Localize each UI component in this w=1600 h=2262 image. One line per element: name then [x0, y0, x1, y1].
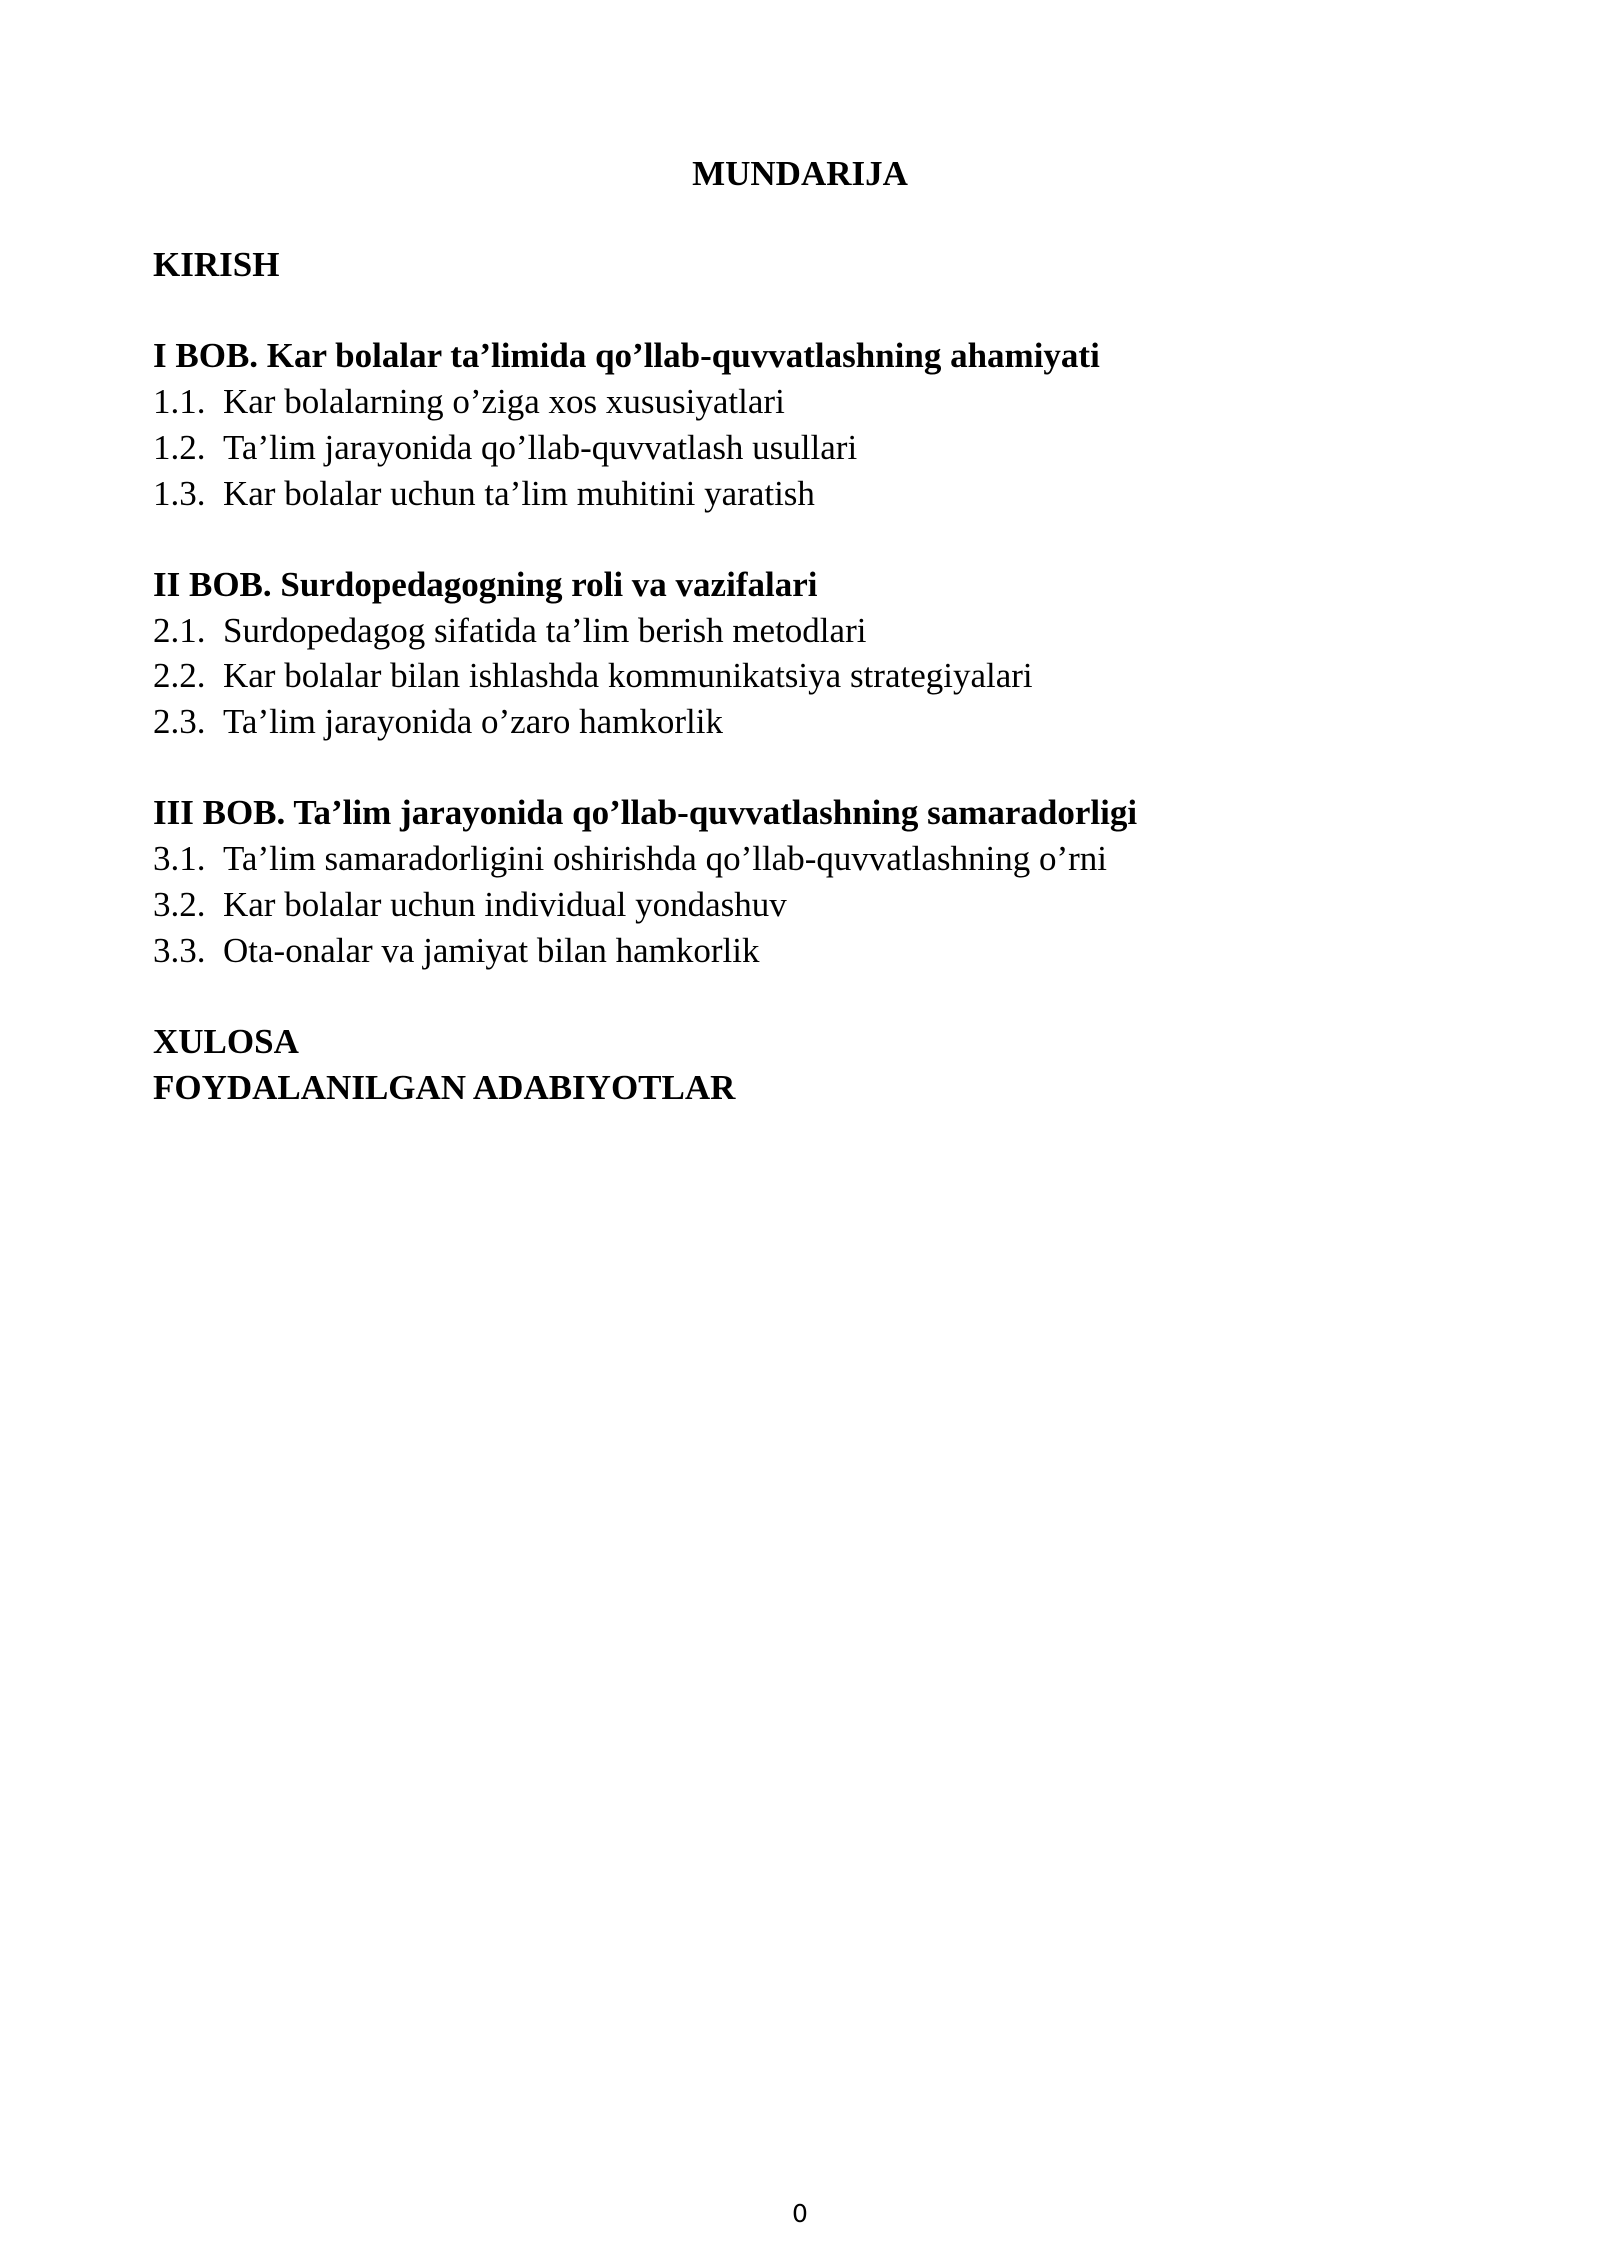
section-2-3 — [153, 699, 1473, 745]
toc-spacer — [153, 516, 1473, 562]
section-3-2 — [153, 882, 1473, 928]
section-title: Ta’lim samaradorligini oshirishda qo’llab-quvvatlashning o’rni — [223, 839, 1108, 879]
page-number: 0 — [792, 2199, 808, 2228]
section-number: 2.3. — [153, 702, 206, 741]
section-number: 2.1. — [153, 610, 206, 650]
section-number: 1.1. — [153, 382, 206, 422]
section-title: Kar bolalar uchun individual yondashuv — [223, 884, 787, 924]
section-title: Surdopedagog sifatida ta’lim berish metodlari — [223, 610, 867, 650]
section-title: Kar bolalarning o’ziga xos xususiyatlari — [223, 382, 785, 422]
toc-introduction: KIRISH — [153, 245, 280, 284]
section-number: 1.2. — [153, 427, 206, 467]
chapter-3-heading: III BOB. Ta’lim jarayonida qo’llab-quvvatlashning samaradorligi — [153, 793, 1138, 833]
toc-spacer — [153, 288, 1473, 334]
section-title: Ota-onalar va jamiyat bilan hamkorlik — [223, 930, 760, 970]
section-2-2 — [153, 653, 1473, 699]
section-title: Kar bolalar bilan ishlashda kommunikatsiya strategiyalari — [223, 656, 1033, 696]
section-1-3 — [153, 471, 1473, 517]
toc-references: FOYDALANILGAN ADABIYOTLAR — [153, 1067, 736, 1107]
section-number: 3.3. — [153, 930, 206, 970]
section-number: 2.2. — [153, 656, 206, 696]
page-title: MUNDARIJA — [692, 154, 908, 193]
section-number: 3.2. — [153, 884, 206, 924]
chapter-1-heading: I BOB. Kar bolalar ta’limida qo’llab-quvvatlashning ahamiyati — [153, 336, 1100, 376]
table-of-contents — [153, 242, 1473, 1110]
section-number: 1.3. — [153, 473, 206, 513]
toc-spacer — [153, 973, 1473, 1019]
chapter-2-heading: II BOB. Surdopedagogning roli va vazifalari — [153, 564, 818, 604]
section-number: 3.1. — [153, 839, 206, 879]
section-1-1 — [153, 379, 1473, 425]
toc-spacer — [153, 745, 1473, 791]
section-2-1 — [153, 608, 1473, 654]
section-3-3 — [153, 928, 1473, 974]
section-title: Ta’lim jarayonida qo’llab-quvvatlash usullari — [223, 427, 858, 467]
section-title: Ta’lim jarayonida o’zaro hamkorlik — [223, 702, 723, 741]
toc-conclusion: XULOSA — [153, 1021, 299, 1061]
section-3-1 — [153, 836, 1473, 882]
section-title: Kar bolalar uchun ta’lim muhitini yaratish — [223, 473, 815, 513]
section-1-2 — [153, 425, 1473, 471]
